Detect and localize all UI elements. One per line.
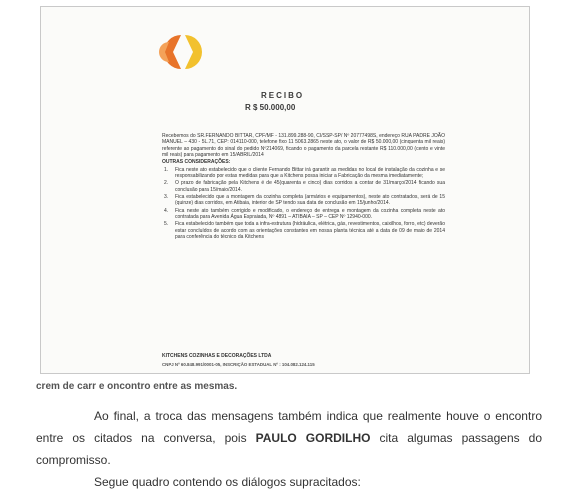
highlighted-name: PAULO GORDILHO (255, 431, 371, 445)
company-ids: CNPJ Nº 60.848.991/0001-05, INSCRIÇÃO ESTADUAL Nº : 104.082.124.115 (162, 362, 315, 367)
scanned-receipt (40, 6, 530, 374)
paragraph-table-intro: Segue quadro contendo os diálogos supracitados: (94, 475, 361, 489)
receipt-title: RECIBO (261, 91, 305, 100)
condition-item: 1. Fica neste ato estabelecido que o cliente Fernando Bittar irá garantir as medidas no local de instalação da cozinha e se responsabilizando por estas medidas para que a Kitchens possa iniciar a Fabricação da mesma imediatamente; (164, 166, 445, 180)
receipt-intro: Recebemos do SR.FERNANDO BITTAR, CPF/MF - 131.899.288-90, CI/SSP-SP/ Nº 20777498S, endereço RUA PADRE JOÃO MANUEL – 430 - 5L.71, CEP: 014110-000, telefone fixo 11 5063.2865 neste ato, o valor de R$ 50.000,00 (cinquenta mil reais) referente ao pagamento do sinal do pedido Nº214069, ficando o pagamento da parcela restante R$ 110.000,00 (cento e vinte mil reais) para pagamento em 15/ABRIL/2014 (162, 133, 445, 159)
paragraph-conclusion: Ao final, a troca das mensagens também indica que realmente houve o encontro entre os citados na conversa, pois PAULO GORDILHO cita algumas passagens do compromisso. (36, 409, 543, 467)
receipt-body (162, 133, 445, 241)
company-name: KITCHENS COZINHAS E DECORAÇÕES LTDA (162, 353, 272, 359)
conditions-heading: OUTRAS CONSIDERAÇÕES: (162, 159, 231, 166)
cut-off-line: crem de carr e oncontro entre as mesmas. (36, 381, 238, 389)
document-text (36, 405, 542, 493)
condition-item: 3. Fica estabelecido que a montagem da cozinha completa (armários e equipamentos), neste ato contratados, será de 15 (quinze) dias corridos, em Atibaia, interior de SP tendo sua data de conclusão em 15/junho/2014. (164, 194, 445, 207)
kitchens-logo (159, 31, 207, 73)
condition-item: 4. Fica neste ato também corrigido e modificado, o endereço de entrega e montagem da cozinha completa neste ato contratada para Avenida Água Espraiada, Nº 4891 – ATIBAIA – SP – CEP Nº 12940-000. (164, 207, 445, 221)
conditions-list (162, 167, 445, 241)
condition-item: 2. O prazo de fabricação pela Kitchens é de 45(quarenta e cinco) dias corridos a contar de 31/março/2014 ficando sua conclusão para 15/maio/2014. (164, 180, 445, 193)
condition-item: 5. Fica estabelecido também que toda a infra-estrutura (hidráulica, elétrica, gás, revestimentos, caixilhos, forro, etc) deverão estar concluídos de acordo com as orientações constantes em nossa planta técnica até a data de 09 de maio de 2014 para conferência do técnico da Kitchens (164, 221, 445, 241)
receipt-amount: R $ 50.000,00 (245, 103, 296, 112)
